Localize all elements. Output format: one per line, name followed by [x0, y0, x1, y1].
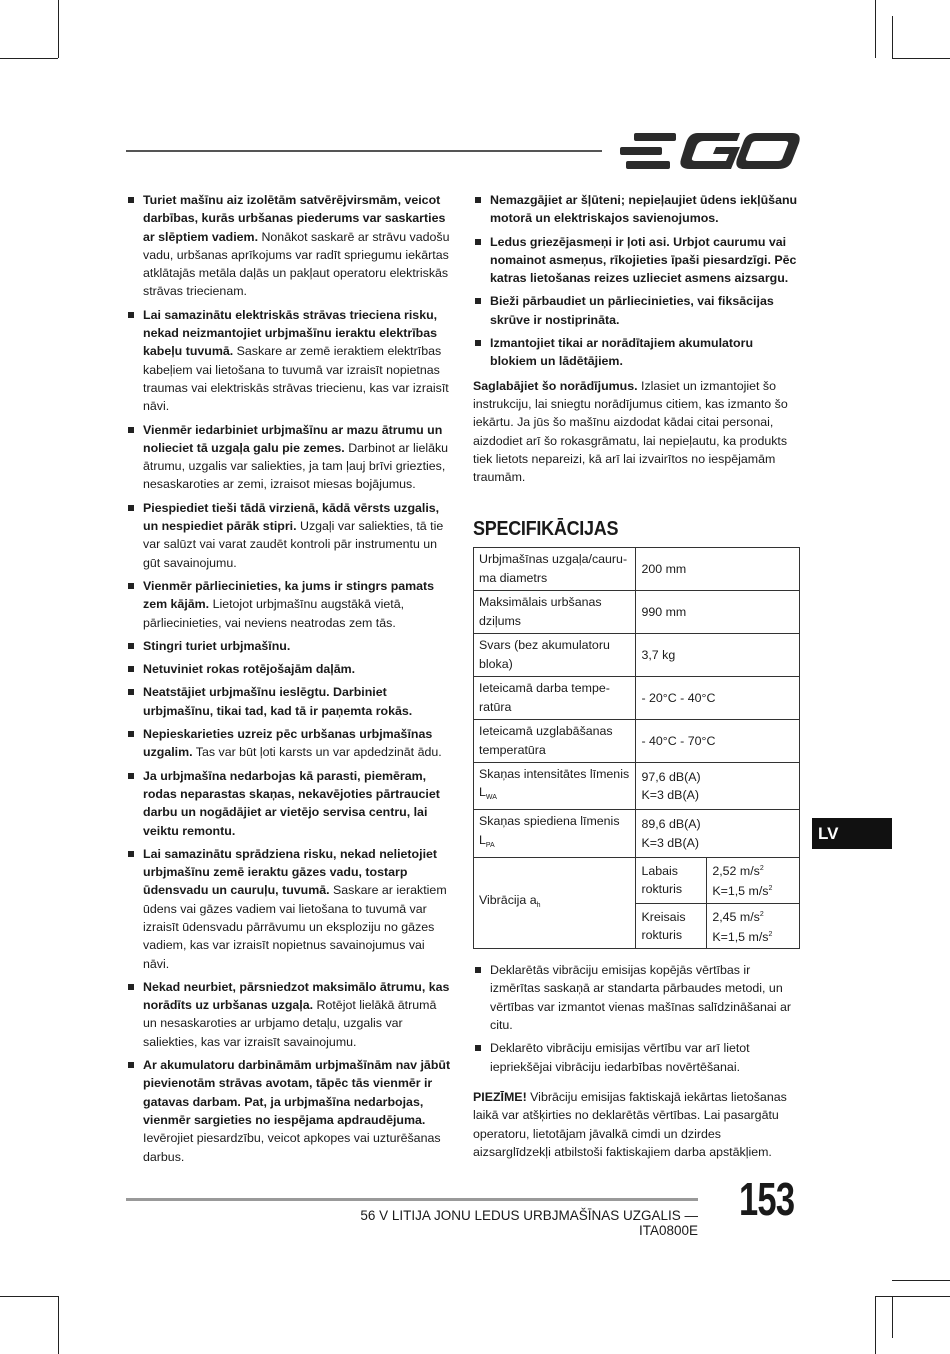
- spec-row: [474, 547, 800, 590]
- unit-superscript: 2: [768, 930, 773, 938]
- bullet-text: Saskare ar zemē ieraktiem elektrības kabeļiem vai lietošana to tuvumā var izraisīt nopietnas traumas vai elektriskās strāvas triecienu, kas var izraisīt nāvi.: [143, 344, 449, 414]
- bullet-bold-text: Lai samazinātu elektriskās strāvas trieciena risku, nekad neizmantojiet urbjmašīnu ieraktu elektrības kabeļu tuvumā.: [143, 307, 438, 359]
- crop-mark: [875, 1296, 876, 1354]
- safety-bullet: [473, 233, 800, 288]
- right-bullet-list: [473, 191, 800, 371]
- note-heading: PIEZĪME!: [473, 1089, 527, 1104]
- bullet-text: Saskare ar ieraktiem ūdens vai gāzes vadiem vai lietošana to tuvumā var izraisīt ūdensvadu pārrāvumu un eksploziju no gāzes vadiem, kas var izraisīt nopietnus savainojumus vai nāvi.: [143, 883, 447, 971]
- spec-label: [474, 857, 636, 948]
- crop-mark: [0, 1296, 58, 1297]
- bullet-text: Ievērojiet piesardzību, veicot apkopes vai uzturēšanas darbus.: [143, 1131, 441, 1164]
- spec-title: SPECIFIKĀCIJAS: [473, 518, 619, 541]
- spec-value: - 40°C - 70°C: [636, 719, 800, 762]
- spec-value-uncertainty: K=3 dB(A): [641, 788, 699, 803]
- spec-subscript: h: [536, 901, 541, 909]
- page-number: 153: [739, 1173, 795, 1225]
- vibration-uncertainty: K=1,5 m/s: [712, 929, 769, 944]
- spec-value: [636, 810, 800, 858]
- language-tab: LV: [812, 818, 892, 849]
- bullet-text: Rotējot lielākā ātrumā un nesaskaroties ar urbjamo detaļu, uzgalis var saliekties, kas var izraisīt savainojumu.: [143, 998, 437, 1049]
- spec-row-sound-power: [474, 762, 800, 810]
- bullet-bold-text: Nemazgājiet ar šļūteni; nepieļaujiet ūdens iekļūšanu motorā un elektriskajos savienojumos.: [490, 193, 798, 226]
- crop-mark: [875, 0, 876, 58]
- spec-value-main: 97,6 dB(A): [641, 769, 701, 784]
- safety-bullet: [126, 499, 452, 572]
- vibration-note-bullet: Deklarētās vibrāciju emisijas kopējās vērtības ir izmērītas saskaņā ar standarta pārbaudes metodi, un vērtības var izmantot vienas mašīnas salīdzināšanai ar citu.: [473, 961, 800, 1034]
- ego-logo: [616, 130, 801, 177]
- spec-label: Urbjmašīnas uzgaļa/cauru-ma diametrs: [474, 547, 636, 590]
- unit-superscript: 2: [759, 910, 764, 918]
- footer-product-title: 56 V LITIJA JONU LEDUS URBJMAŠĪNAS UZGALIS — ITA0800E: [360, 1208, 698, 1238]
- bullet-bold-text: Netuviniet rokas rotējošajām daļām.: [143, 662, 356, 677]
- spec-label: Ieteicamā uzglabāšanas temperatūra: [474, 719, 636, 762]
- crop-mark: [892, 1296, 893, 1338]
- spec-value-main: 89,6 dB(A): [641, 817, 701, 832]
- bullet-bold-text: Nekad neurbiet, pārsniedzot maksimālo ātrumu, kas norādīts uz urbšanas uzgaļa.: [143, 979, 450, 1013]
- safety-bullet: [126, 421, 452, 494]
- vibration-note-bullet: Deklarēto vibrāciju emisijas vērtību var arī lietot iepriekšējai vibrāciju iedarbības novērtēšanai.: [473, 1039, 800, 1076]
- spec-value: - 20°C - 40°C: [636, 676, 800, 719]
- crop-mark: [58, 0, 59, 58]
- safety-bullet: [473, 334, 800, 371]
- bullet-bold-text: Stingri turiet urbjmašīnu.: [143, 638, 291, 653]
- spec-value: 3,7 kg: [636, 633, 800, 676]
- vibration-value: 2,45 m/s: [712, 909, 760, 924]
- spec-subscript: PA: [485, 841, 495, 849]
- bullet-bold-text: Piespiediet tieši tādā virzienā, kādā vērsts uzgalis, un nespiediet pārāk stipri.: [143, 500, 440, 534]
- vibration-notes: [473, 961, 800, 1076]
- left-column: [126, 191, 452, 1171]
- spec-value: 990 mm: [636, 590, 800, 633]
- safety-bullet: [473, 292, 800, 329]
- crop-mark: [0, 58, 58, 59]
- bullet-text: Nonākot saskarē ar strāvu vadošu vadu, urbšanas aprīkojums var radīt spriegumu iekārtas atklātajās metāla daļās un pakļaut operatoru elektriskās strāvas triecienam.: [143, 229, 450, 299]
- spec-label: [474, 810, 636, 858]
- note-paragraph: [473, 1088, 800, 1161]
- crop-mark: [892, 1280, 950, 1281]
- vibration-value: 2,52 m/s: [712, 863, 760, 878]
- spec-row-vibration-right: [474, 857, 800, 903]
- spec-subscript: WA: [485, 794, 497, 802]
- footer-rule: [126, 1198, 698, 1201]
- spec-value: 200 mm: [636, 547, 800, 590]
- safety-bullet: [126, 637, 452, 655]
- header-rule: [126, 150, 602, 152]
- note-text: Vibrāciju emisijas faktiskajā iekārtas lietošanas laikā var atšķirties no deklarētās vērtības. Lai pasargātu operatoru, lietotājam jāvalkā cimdi un dzirdes aizsarglīdzekļi atbilstoši faktiskajiem darba apstākļiem.: [473, 1089, 787, 1159]
- safety-bullet: [126, 845, 452, 973]
- spec-row-sound-pressure: [474, 810, 800, 858]
- safety-bullet: [126, 577, 452, 632]
- vibration-uncertainty: K=1,5 m/s: [712, 884, 769, 899]
- bullet-bold-text: Vienmēr pārliecinieties, ka jums ir stingrs pamats zem kājām.: [143, 578, 435, 612]
- safety-bullet: [126, 725, 452, 762]
- spec-value: [636, 762, 800, 810]
- unit-superscript: 2: [759, 864, 764, 872]
- bullet-bold-text: Izmantojiet tikai ar norādītajiem akumulatoru blokiem un lādētājiem.: [490, 336, 754, 369]
- spec-label-text: Skaņas intensitātes līmenis L: [479, 766, 630, 800]
- spec-table: [473, 547, 800, 949]
- safety-bullet: [126, 191, 452, 301]
- crop-mark: [58, 1296, 59, 1354]
- bullet-text: Tas var būt ļoti karsts un var apdedzināt ādu.: [192, 745, 442, 760]
- spec-row: [474, 719, 800, 762]
- bullet-bold-text: Neatstājiet urbjmašīnu ieslēgtu. Darbiniet urbjmašīnu, tikai tad, kad tā ir paņemta rokās.: [143, 685, 413, 718]
- save-instructions-text: Izlasiet un izmantojiet šo instrukciju, lai sniegtu norādījumus citiem, kas izmanto šo iekārtu. Ja jūs šo mašīnu aizdodat kādai citai personai, aizdodiet arī šo rokasgrāmatu, lai nepieļautu, ka produkts tiek lietots nepareizi, kā arī lai izvairītos no iespējamām traumām.: [473, 378, 788, 485]
- spec-label: Ieteicamā darba tempe-ratūra: [474, 676, 636, 719]
- vibration-handle-value: [707, 903, 800, 949]
- safety-bullet: [126, 306, 452, 416]
- crop-mark: [892, 58, 950, 59]
- safety-bullet: [126, 683, 452, 720]
- bullet-text: Lietojot urbjmašīnu augstākā vietā, pārliecinieties, vai neviens neatrodas zem tās.: [143, 597, 405, 630]
- vibration-handle-label: Labais rokturis: [636, 857, 707, 903]
- spec-label-text: Vibrācija a: [479, 892, 537, 907]
- vibration-handle-value: [707, 857, 800, 903]
- spec-label: [474, 762, 636, 810]
- bullet-bold-text: Nepieskarieties uzreiz pēc urbšanas urbjmašīnas uzgalim.: [143, 727, 433, 760]
- spec-value-uncertainty: K=3 dB(A): [641, 835, 699, 850]
- spec-label-text: Skaņas spiediena līmenis L: [479, 814, 620, 847]
- safety-bullet: [473, 191, 800, 228]
- save-instructions: [473, 377, 800, 487]
- unit-superscript: 2: [768, 885, 773, 893]
- crop-mark: [875, 1296, 950, 1297]
- bullet-bold-text: Lai samazinātu sprādziena risku, nekad nelietojiet urbjmašīnu zemē ieraktu gāzes vadu, tostarp ūdensvadu un cauruļu, tuvumā.: [143, 846, 438, 898]
- bullet-bold-text: Vienmēr iedarbiniet urbjmašīnu ar mazu ātrumu un nolieciet tā uzgaļa galu pie zemes.: [143, 422, 443, 455]
- bullet-text: Darbinot ar lielāku ātrumu, uzgalis var saliekties, ja tam ļauj brīvi griezties, nesaskaroties ar zemi, izraisot miesas bojājumus.: [143, 440, 449, 492]
- crop-mark: [892, 16, 893, 58]
- bullet-bold-text: Bieži pārbaudiet un pārliecinieties, vai fiksācijas skrūve ir nostiprināta.: [490, 294, 774, 327]
- ego-logo-mark: [616, 130, 801, 172]
- bullet-bold-text: Ja urbjmašīna nedarbojas kā parasti, piemēram, rodas neparastas skaņas, nekavējoties pārtrauciet darbu un nogādājiet ar vietējo servisa centru, lai veiktu remontu.: [143, 768, 440, 838]
- spec-row: [474, 676, 800, 719]
- bullet-bold-text: Turiet mašīnu aiz izolētām satvērējvirsmām, veicot darbības, kurās urbšanas piederums var saskarties ar slēptiem vadiem.: [143, 193, 446, 244]
- safety-bullet: [126, 767, 452, 840]
- bullet-text: Uzgaļi var saliekties, tā tie var salūzt vai varat zaudēt kontroli pār instrumentu un gūt savainojumu.: [143, 519, 444, 570]
- bullet-bold-text: Ledus griezējasmeņi ir ļoti asi. Urbjot caurumu vai nomainot asmeņus, rīkojieties īpaši piesardzīgi. Pēc katras lietošanas reizes uzlieciet asmens aizsargu.: [490, 234, 797, 286]
- spec-label: Svars (bez akumulatoru bloka): [474, 633, 636, 676]
- spec-row: [474, 633, 800, 676]
- right-column: [473, 191, 800, 1167]
- save-instructions-heading: Saglabājiet šo norādījumus.: [473, 378, 638, 393]
- bullet-bold-text: Ar akumulatoru darbināmām urbjmašīnām nav jābūt pievienotām strāvas avotam, tāpēc tās vienmēr ir gatavas darbam. Pat, ja urbjmašīna nedarbojas, vienmēr sargieties no iespējama apdraudējuma.: [143, 1058, 451, 1127]
- safety-bullet: [126, 660, 452, 678]
- vibration-handle-label: Kreisais rokturis: [636, 903, 707, 949]
- spec-label: Maksimālais urbšanas dziļums: [474, 590, 636, 633]
- safety-bullet: [126, 1056, 452, 1166]
- spec-row: [474, 590, 800, 633]
- safety-bullet: [126, 978, 452, 1051]
